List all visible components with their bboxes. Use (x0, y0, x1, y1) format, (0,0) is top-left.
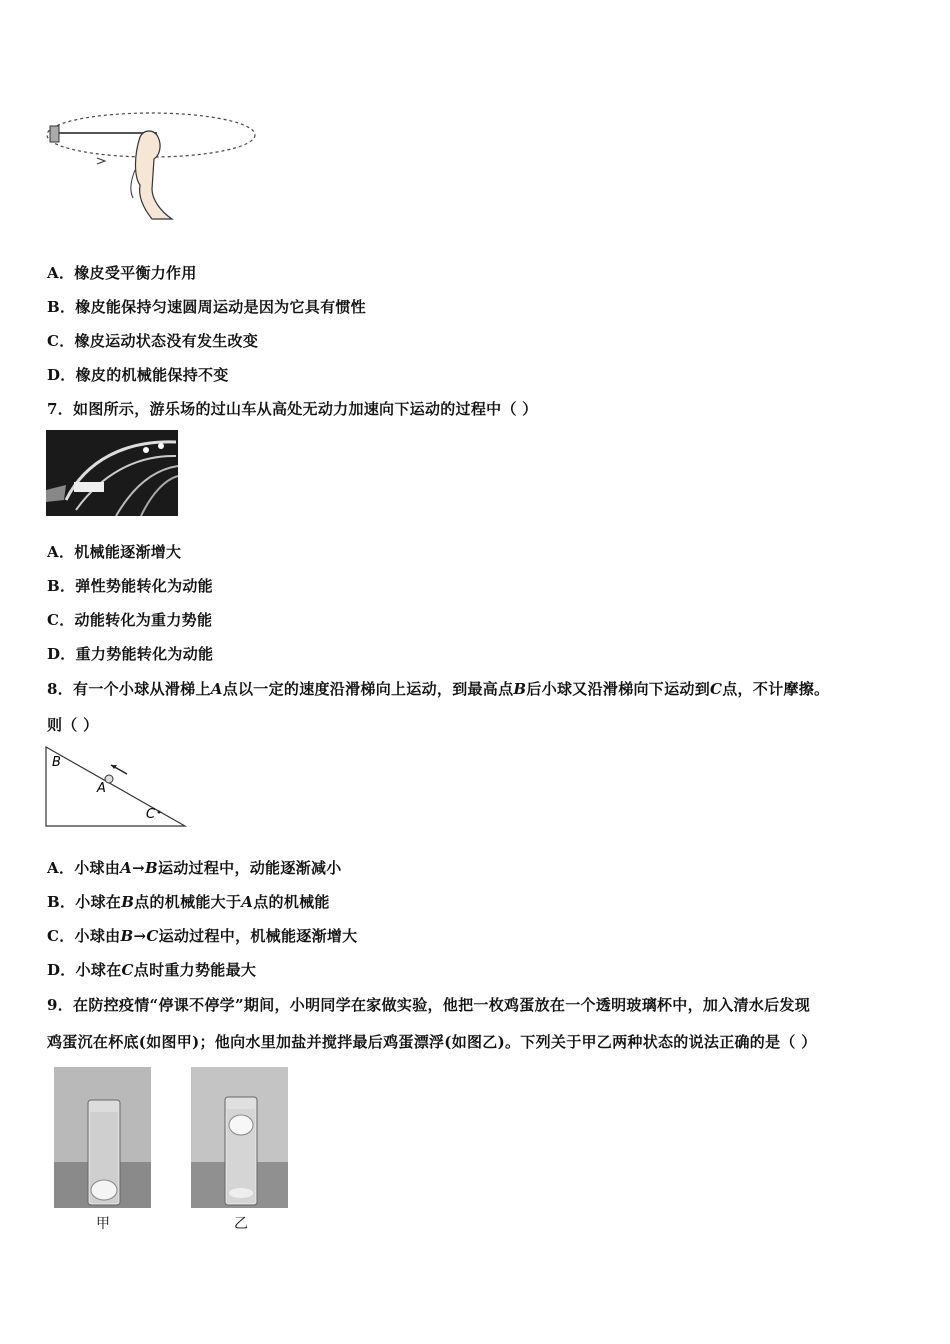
q8-option-b: B．小球在B点的机械能大于A点的机械能 (47, 893, 330, 911)
caption-jia: 甲 (96, 1216, 110, 1232)
label-c: C (146, 807, 156, 822)
q6-option-a: A．橡皮受平衡力作用 (47, 264, 197, 282)
q7-option-c: C．动能转化为重力势能 (47, 611, 213, 629)
q9-stem-line2: 鸡蛋沉在杯底(如图甲)；他向水里加盐并搅拌最后鸡蛋漂浮(如图乙)。下列关于甲乙两种状态的说法正确的是（ ） (47, 1033, 817, 1051)
q8-option-a: A．小球由A→B运动过程中，动能逐渐减小 (47, 859, 342, 877)
q8-option-d: D．小球在C点时重力势能最大 (47, 961, 257, 979)
q8-stem: 8．有一个小球从滑梯上A点以一定的速度沿滑梯向上运动，到最高点B后小球又沿滑梯向下运动到C点，不计摩擦。 (47, 680, 830, 698)
q9-stem-line1: 9．在防控疫情“停课不停学”期间，小明同学在家做实验，他把一枚鸡蛋放在一个透明玻璃杯中，加入清水后发现 (47, 996, 810, 1014)
q8-stem-line2: 则（ ） (47, 716, 99, 734)
egg-glass-photo-yi (191, 1067, 288, 1208)
roller-coaster-photo (46, 430, 178, 516)
q7-stem: 7．如图所示，游乐场的过山车从高处无动力加速向下运动的过程中（ ） (47, 400, 538, 418)
q6-option-b: B．橡皮能保持匀速圆周运动是因为它具有惯性 (47, 298, 366, 316)
q7-option-d: D．重力势能转化为动能 (47, 645, 214, 663)
q7-option-a: A．机械能逐渐增大 (47, 543, 182, 561)
caption-yi: 乙 (234, 1216, 248, 1232)
q7-option-b: B．弹性势能转化为动能 (47, 577, 213, 595)
label-a: A (97, 781, 106, 796)
q8-option-c: C．小球由B→C运动过程中，机械能逐渐增大 (47, 927, 358, 945)
rubber-circular-motion-figure (45, 100, 260, 230)
slide-triangle-figure (45, 746, 187, 828)
q6-option-d: D．橡皮的机械能保持不变 (47, 366, 229, 384)
label-b: B (52, 755, 61, 770)
q6-option-c: C．橡皮运动状态没有发生改变 (47, 332, 259, 350)
egg-glass-photo-jia (54, 1067, 151, 1208)
